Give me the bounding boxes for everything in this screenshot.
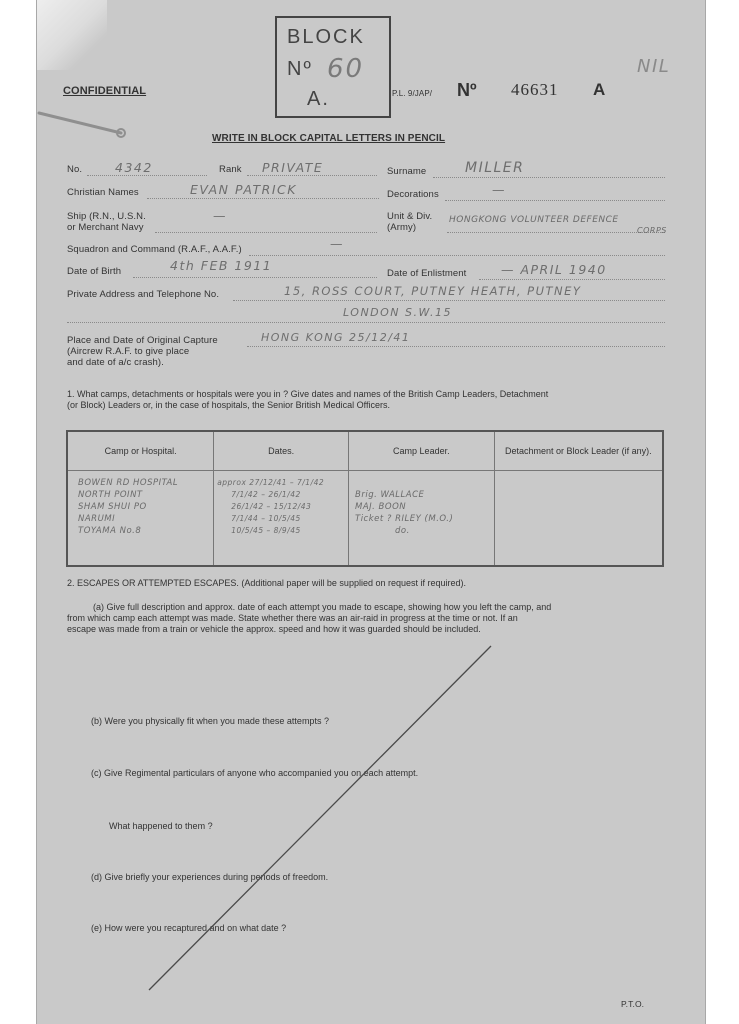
form-number: 46631	[511, 80, 559, 99]
date-entry: 10/5/45 – 8/9/45	[231, 526, 301, 535]
q2a-line3: escape was made from a train or vehicle the approx. speed and how it was guarded should be included.	[67, 624, 481, 634]
decorations-value: —	[492, 182, 506, 197]
leader-entry: do.	[395, 526, 410, 536]
form-no-label: Nº	[457, 80, 477, 100]
header-leader: Camp Leader.	[349, 431, 495, 471]
unit-value-line1: HONGKONG VOLUNTEER DEFENCE	[449, 215, 619, 225]
header-dates: Dates.	[214, 431, 349, 471]
no-label: No.	[67, 164, 83, 175]
leader-entry: Ticket ? RILEY (M.O.)	[355, 514, 454, 524]
header-detachment: Detachment or Block Leader (if any).	[494, 431, 663, 471]
leader-entry: MAJ. BOON	[355, 502, 407, 512]
q2d: (d) Give briefly your experiences during periods of freedom.	[91, 872, 329, 882]
capture-value: HONG KONG 25/12/41	[261, 331, 411, 344]
capture-label-line2: (Aircrew R.A.F. to give place	[67, 346, 190, 357]
no-value: 4342	[115, 160, 153, 175]
ship-label-line2: or Merchant Navy	[67, 222, 144, 233]
surname-value: MILLER	[465, 160, 525, 176]
q1-text-line2: (or Block) Leaders or, in the case of hospitals, the Senior British Medical Officers.	[67, 400, 390, 410]
squadron-label: Squadron and Command (R.A.F., A.A.F.)	[67, 244, 242, 255]
address-value-line2: LONDON S.W.15	[343, 306, 452, 319]
q1-text-line1: 1. What camps, detachments or hospitals were you in ? Give dates and names of the British Camp Leaders, Detachment	[67, 389, 549, 399]
q2a-line2: from which camp each attempt was made. State whether there was an air-raid in progress at the time or not. If an	[67, 613, 518, 623]
surname-label: Surname	[387, 166, 427, 177]
escapes-heading: 2. ESCAPES OR ATTEMPTED ESCAPES. (Additional paper will be supplied on request if required).	[67, 578, 467, 588]
date-entry: 26/1/42 – 15/12/43	[231, 502, 312, 511]
enlistment-value: — APRIL 1940	[501, 262, 607, 277]
instruction-heading: WRITE IN BLOCK CAPITAL LETTERS IN PENCIL	[212, 133, 446, 144]
ship-value: —	[213, 208, 227, 223]
form-ref: P.L. 9/JAP/	[392, 89, 433, 98]
camp-entry: BOWEN RD HOSPITAL	[78, 478, 179, 488]
christian-names-value: EVAN PATRICK	[190, 182, 297, 197]
q2a-line1: (a) Give full description and approx. date of each attempt you made to escape, showing how you left the camp, and	[93, 602, 552, 612]
capture-label-line3: and date of a/c crash).	[67, 357, 164, 368]
stamp-block-text: BLOCK	[287, 26, 365, 48]
q2c: (c) Give Regimental particulars of anyone who accompanied you on each attempt.	[91, 768, 419, 778]
camp-entry: NORTH POINT	[78, 490, 143, 500]
q2e: (e) How were you recaptured and on what date ?	[91, 923, 287, 933]
form-suffix: A	[593, 80, 606, 99]
form-page	[36, 0, 706, 1024]
date-entry: approx 27/12/41 – 7/1/42	[217, 478, 325, 487]
capture-label-line1: Place and Date of Original Capture	[67, 335, 218, 346]
date-entry: 7/1/44 – 10/5/45	[231, 514, 301, 523]
stamp-number: 60	[327, 54, 365, 84]
unit-value-line2: CORPS	[637, 226, 667, 235]
date-entry: 7/1/42 – 26/1/42	[231, 490, 301, 499]
leader-entry: Brig. WALLACE	[355, 490, 425, 500]
stamp-letter: A.	[307, 88, 330, 110]
pto-label: P.T.O.	[621, 999, 645, 1009]
address-label: Private Address and Telephone No.	[67, 289, 220, 300]
header-camp: Camp or Hospital.	[67, 431, 214, 471]
enlistment-label: Date of Enlistment	[387, 268, 467, 279]
address-value-line1: 15, ROSS COURT, PUTNEY HEATH, PUTNEY	[284, 284, 582, 298]
decorations-label: Decorations	[387, 189, 439, 200]
cross-out-line	[37, 0, 705, 1024]
q2b: (b) Were you physically fit when you made these attempts ?	[91, 716, 329, 726]
camp-entry: SHAM SHUI PO	[78, 502, 147, 512]
unit-label-line1: Unit & Div.	[387, 211, 433, 222]
rank-value: PRIVATE	[262, 160, 324, 175]
unit-label-line2: (Army)	[387, 222, 417, 233]
ship-label-line1: Ship (R.N., U.S.N.	[67, 211, 146, 222]
dob-value: 4th FEB 1911	[170, 258, 273, 273]
squadron-value: —	[330, 236, 344, 251]
christian-names-label: Christian Names	[67, 187, 139, 198]
camp-entry: TOYAMA No.8	[78, 526, 142, 536]
confidential-label: CONFIDENTIAL	[63, 85, 147, 97]
camp-entry: NARUMI	[78, 514, 116, 524]
dob-label: Date of Birth	[67, 266, 122, 277]
stamp-no-text: Nº	[287, 58, 313, 80]
q2c-followup: What happened to them ?	[109, 821, 213, 831]
rank-label: Rank	[219, 164, 242, 175]
corner-note: NIL	[637, 56, 671, 77]
